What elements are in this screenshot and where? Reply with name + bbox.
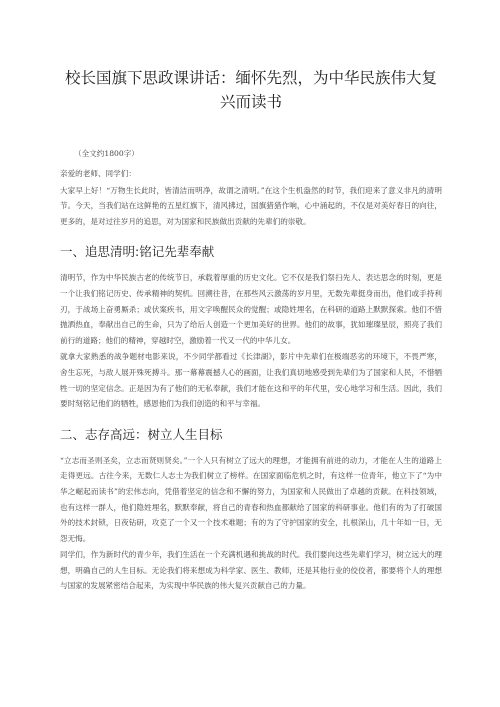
section-1 [60,243,442,411]
word-count-note: （全文约1800字） [74,149,139,158]
section-paragraph: 就拿大家熟悉的战争题材电影来说，不少同学都看过《长津湖》，影片中先辈们在极端恶劣的环境下，不畏严寒，舍生忘死，与敌人展开殊死搏斗。那一幕幕震撼人心的画面，让我们真切地感受到先辈们为了国家和人民，不惜牺牲一切的坚定信念。正是因为有了他们的无私奉献，我们才能在这和平的年代里，安心地学习和生活。因此，我们要时刻铭记他们的牺牲，感恩他们为我们创造的和平与幸福。 [60,352,442,409]
section-paragraph: 清明节，作为中华民族古老的传统节日，承载着厚重的历史文化。它不仅是我们祭扫先人、表达思念的时刻，更是一个让我们铭记历史、传承精神的契机。回溯往昔，在那些风云激荡的岁月里，无数先辈挺身而出，他们或手持利刃，于战场上奋勇厮杀；或伏案疾书，用文字唤醒民众的觉醒；或隐姓埋名，在科研的道路上默默探索。他们不惜抛洒热血，奉献出自己的生命，只为了给后人创造一个更加美好的世界。他们的故事，犹如璀璨星辰，照亮了我们前行的道路；他们的精神，穿越时空，激励着一代又一代的中华儿女。 [60,273,442,345]
section-paragraph: “立志而圣则圣矣，立志而贤则贤矣。”一个人只有树立了远大的理想，才能拥有前进的动力，才能在人生的道路上走得更远。古往今来，无数仁人志士为我们树立了榜样。在国家面临危机之时，有这样一位青年，他立下了“为中华之崛起而读书”的宏伟志向，凭借着坚定的信念和不懈的努力，为国家和人民做出了卓越的贡献。在科技领域，也有这样一群人，他们隐姓埋名，默默奉献，将自己的青春和热血都献给了国家的科研事业。他们有的为了打破国外的技术封锁，日夜钻研，攻克了一个又一个技术难题；有的为了守护国家的安全，扎根深山，几十年如一日，无怨无悔。 [60,455,442,543]
section-heading: 一、追思清明:铭记先辈奉献 [60,244,215,260]
document-title: 校长国旗下思政课讲话：缅怀先烈，为中华民族伟大复兴而读书 [64,69,437,111]
section-paragraph: 同学们，作为新时代的青少年，我们生活在一个充满机遇和挑战的时代。我们要向这些先辈们学习，树立远大的理想，明确自己的人生目标。无论我们将来想成为科学家、医生、教师，还是其他行业的佼佼者，都要将个人的理想与国家的发展紧密结合起来，为实现中华民族的伟大复兴贡献自己的力量。 [60,550,442,591]
intro-paragraph: 大家早上好！“万物生长此时，皆清洁而明净，故谓之清明。”在这个生机盎然的时节，我们迎来了意义非凡的清明节。今天，当我们站在这鲜艳的五星红旗下，清风拂过，国旗猎猎作响，心中涌起的，不仅是对美好春日的向往，更多的，是对过往岁月的追思，对为国家和民族做出贡献的先辈们的崇敬。 [60,185,442,226]
section-heading: 二、志存高远：树立人生目标 [60,426,223,442]
greeting: 亲爱的老师、同学们： [60,169,136,178]
section-2 [60,426,442,594]
